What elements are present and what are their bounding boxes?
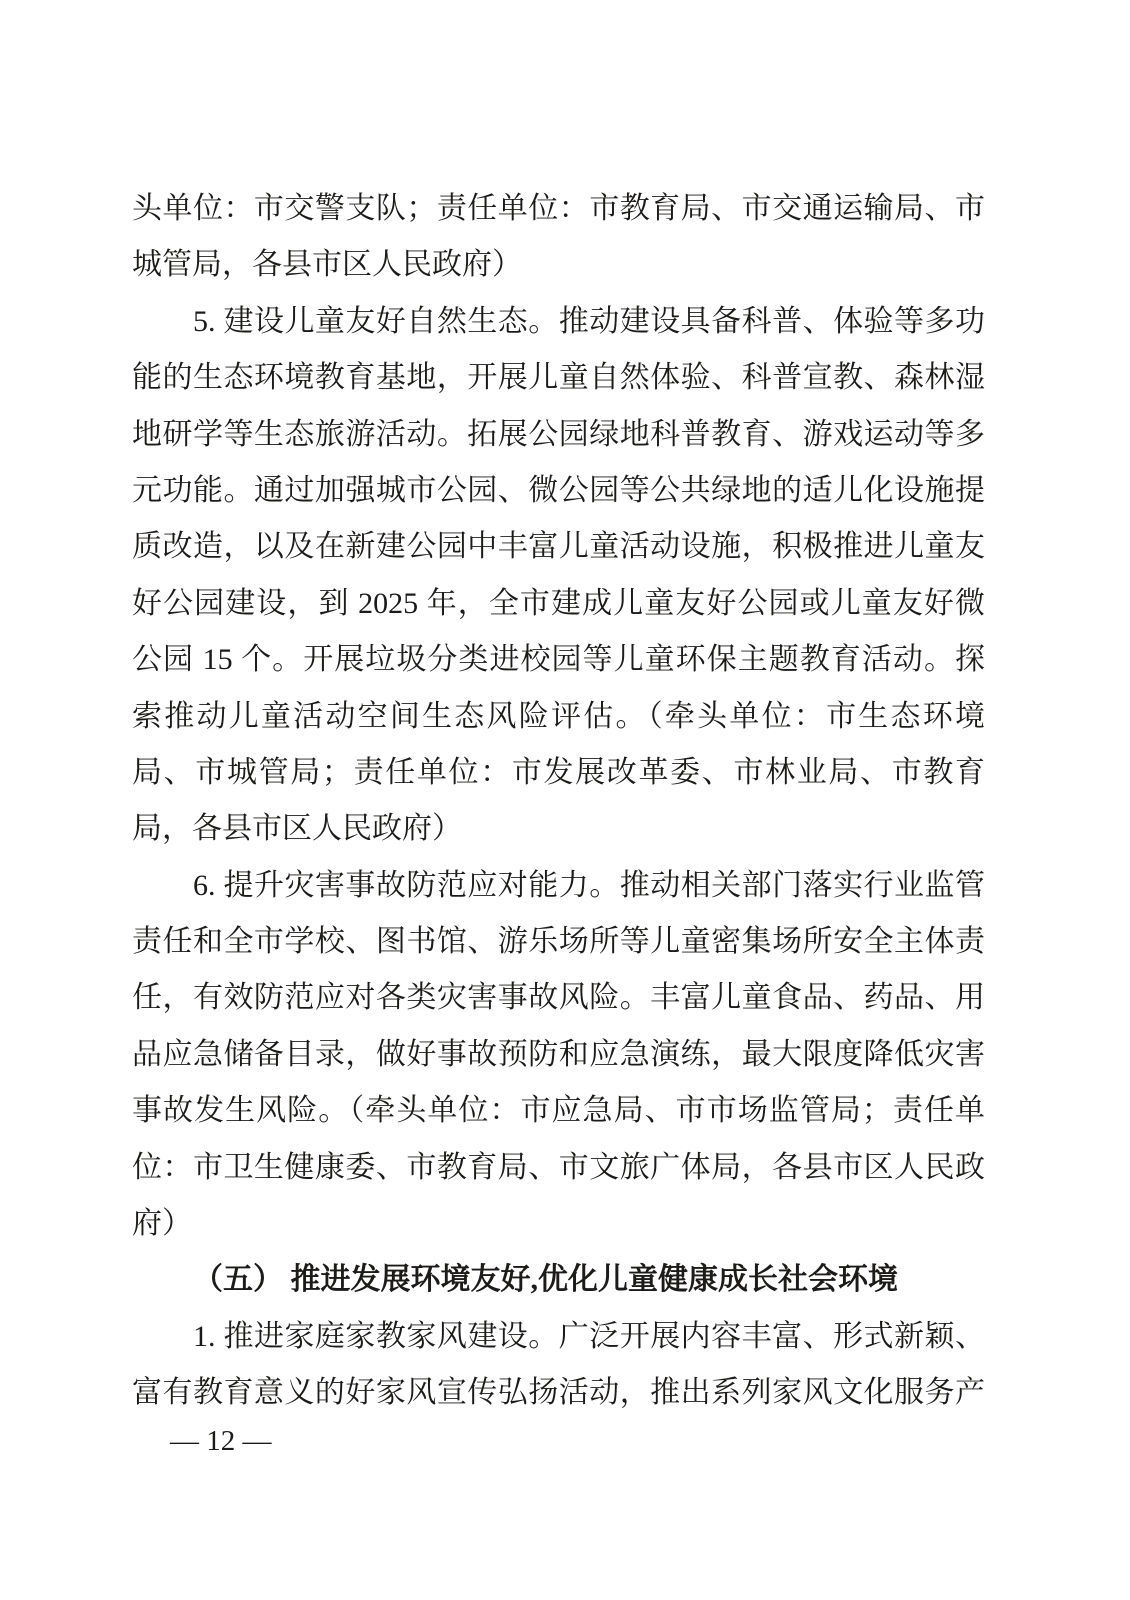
text-line: 局，各县市区人民政府） (132, 812, 462, 846)
text-line: 1. 推进家庭家教家风建设。广泛开展内容丰富、形式新颖、 (193, 1319, 985, 1353)
page-number-footer: — 12 — (170, 1425, 272, 1457)
text-line: 富有教育意义的好家风宣传弘扬活动，推出系列家风文化服务产 (132, 1376, 985, 1410)
text-line: 5. 建设儿童友好自然生态。推动建设具备科普、体验等多功 (193, 304, 985, 338)
text-line: 好公园建设，到 2025 年，全市建成儿童友好公园或儿童友好微 (132, 586, 985, 620)
section-heading: （五） 推进发展环境友好,优化儿童健康成长社会环境 (193, 1263, 898, 1297)
text-line: 头单位：市交警支队；责任单位：市教育局、市交通运输局、市 (132, 192, 985, 225)
text-line: 责任和全市学校、图书馆、游乐场所等儿童密集场所安全主体责 (132, 925, 985, 959)
text-line: 品应急储备目录，做好事故预防和应急演练，最大限度降低灾害 (132, 1037, 985, 1071)
text-line: 任，有效防范应对各类灾害事故风险。丰富儿童食品、药品、用 (132, 981, 985, 1015)
text-line: 公园 15 个。开展垃圾分类进校园等儿童环保主题教育活动。探 (132, 643, 985, 677)
text-line: 府） (132, 1207, 192, 1241)
text-line: 6. 提升灾害事故防范应对能力。推动相关部门落实行业监管 (193, 868, 985, 902)
text-line: 元功能。通过加强城市公园、微公园等公共绿地的适儿化设施提 (132, 473, 985, 507)
text-line: 城管局，各县市区人民政府） (132, 248, 522, 282)
text-line: 能的生态环境教育基地，开展儿童自然体验、科普宣教、森林湿 (132, 361, 985, 395)
text-line: 事故发生风险。（牵头单位：市应急局、市市场监管局；责任单 (132, 1094, 985, 1128)
text-line: 位：市卫生健康委、市教育局、市文旅广体局，各县市区人民政 (132, 1150, 985, 1184)
text-line: 索推动儿童活动空间生态风险评估。（牵头单位：市生态环境 (132, 699, 985, 733)
text-line: 地研学等生态旅游活动。拓展公园绿地科普教育、游戏运动等多 (132, 417, 985, 451)
text-line: 质改造，以及在新建公园中丰富儿童活动设施，积极推进儿童友 (132, 530, 985, 564)
document-text-block (132, 181, 985, 1422)
text-line: 局、市城管局；责任单位：市发展改革委、市林业局、市教育 (132, 755, 985, 789)
